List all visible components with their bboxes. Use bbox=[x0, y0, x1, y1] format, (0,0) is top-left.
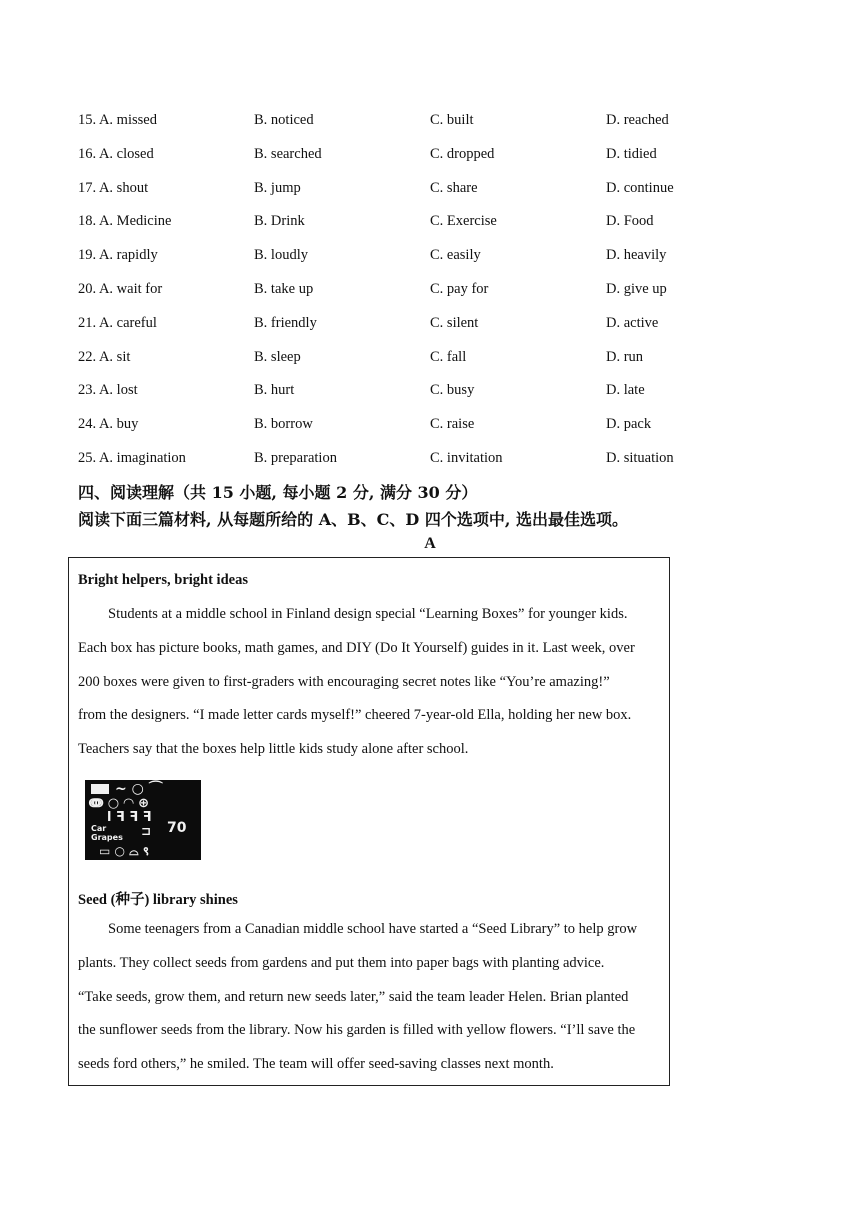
option-b: B. Drink bbox=[254, 213, 305, 230]
option-row bbox=[78, 416, 718, 450]
option-c: C. fall bbox=[430, 348, 467, 365]
option-row bbox=[78, 281, 718, 315]
option-d: D. run bbox=[606, 348, 644, 365]
option-d: D. situation bbox=[606, 449, 674, 466]
option-d: D. give up bbox=[606, 280, 667, 297]
option-d: D. heavily bbox=[606, 247, 667, 264]
option-a: 18. A. Medicine bbox=[78, 213, 172, 230]
card-text-2: Grapes bbox=[91, 833, 123, 842]
option-c: C. silent bbox=[430, 314, 479, 331]
option-a: 22. A. sit bbox=[78, 348, 131, 365]
option-c: C. invitation bbox=[430, 449, 503, 466]
option-b: B. take up bbox=[254, 280, 314, 297]
option-b: B. searched bbox=[254, 145, 322, 162]
article-2-body bbox=[78, 913, 662, 1082]
article2-line: plants. They collect seeds from gardens and put them into paper bags with planting advice. bbox=[78, 954, 605, 971]
article1-line: Teachers say that the boxes help little kids study alone after school. bbox=[78, 741, 469, 758]
section-instruction: 阅读下面三篇材料, 从每题所给的 A、B、C、D 四个选项中, 选出最佳选项。 bbox=[78, 510, 628, 529]
option-row bbox=[78, 450, 718, 484]
option-b: B. hurt bbox=[254, 382, 295, 399]
article-1-title: Bright helpers, bright ideas bbox=[78, 572, 248, 588]
article2-line: “Take seeds, grow them, and return new seeds later,” said the team leader Helen. Brian planted bbox=[78, 988, 629, 1005]
passage-box bbox=[68, 557, 670, 1086]
option-c: C. Exercise bbox=[430, 213, 497, 230]
option-b: B. loudly bbox=[254, 247, 308, 264]
option-a: 21. A. careful bbox=[78, 314, 157, 331]
option-b: B. jump bbox=[254, 179, 301, 196]
article1-line: from the designers. “I made letter cards myself!” cheered 7-year-old Ella, holding her new box. bbox=[78, 707, 632, 724]
option-b: B. noticed bbox=[254, 112, 314, 128]
article1-line: Each box has picture books, math games, and DIY (Do It Yourself) guides in it. Last week, over bbox=[78, 639, 635, 656]
option-c: C. easily bbox=[430, 247, 481, 264]
learning-box-photo: ~ ○ ⌒ ↈ ○ ◠ ⊕ ا ꟻ ꟻ ꟻ Car Grapes ⊐ 70 ▭ ○ ⌓ ९ bbox=[85, 780, 201, 860]
article2-line: Some teenagers from a Canadian middle school have started a “Seed Library” to help grow bbox=[108, 921, 638, 937]
option-c: C. dropped bbox=[430, 145, 495, 162]
option-a: 15. A. missed bbox=[78, 112, 157, 128]
option-c: C. built bbox=[430, 112, 474, 128]
option-row bbox=[78, 247, 718, 281]
option-a: 20. A. wait for bbox=[78, 280, 163, 297]
option-d: D. reached bbox=[606, 112, 669, 128]
option-row bbox=[78, 146, 718, 180]
option-row bbox=[78, 382, 718, 416]
option-row bbox=[78, 315, 718, 349]
option-a: 24. A. buy bbox=[78, 416, 139, 433]
option-d: D. Food bbox=[606, 213, 654, 230]
article2-line: seeds ford others,” he smiled. The team will offer seed-saving classes next month. bbox=[78, 1056, 554, 1073]
option-d: D. late bbox=[606, 382, 645, 399]
option-row bbox=[78, 112, 718, 146]
article1-line: 200 boxes were given to first-graders with encouraging secret notes like “You’re amazing!” bbox=[78, 673, 610, 690]
section-title: 四、阅读理解（共 15 小题, 每小题 2 分, 满分 30 分） bbox=[78, 483, 478, 502]
option-a: 17. A. shout bbox=[78, 179, 149, 196]
option-a: 19. A. rapidly bbox=[78, 247, 158, 264]
option-c: C. share bbox=[430, 179, 478, 196]
option-b: B. borrow bbox=[254, 416, 313, 433]
option-b: B. friendly bbox=[254, 314, 317, 331]
option-row bbox=[78, 180, 718, 214]
option-b: B. preparation bbox=[254, 449, 337, 466]
option-row bbox=[78, 349, 718, 383]
card-text-1: Car bbox=[91, 824, 107, 833]
article-2-title: Seed (种子) library shines bbox=[78, 892, 238, 908]
option-a: 23. A. lost bbox=[78, 382, 138, 399]
option-d: D. pack bbox=[606, 416, 652, 433]
option-d: D. active bbox=[606, 314, 659, 331]
option-c: C. raise bbox=[430, 416, 475, 433]
card-number: 70 bbox=[167, 820, 187, 836]
option-row bbox=[78, 213, 718, 247]
option-d: D. continue bbox=[606, 179, 674, 196]
option-c: C. busy bbox=[430, 382, 475, 399]
option-a: 25. A. imagination bbox=[78, 449, 186, 466]
option-b: B. sleep bbox=[254, 348, 301, 365]
article-1-body bbox=[78, 598, 662, 767]
answer-options bbox=[78, 112, 718, 484]
passage-label: A bbox=[424, 535, 436, 552]
option-c: C. pay for bbox=[430, 280, 489, 297]
option-d: D. tidied bbox=[606, 145, 657, 162]
option-a: 16. A. closed bbox=[78, 145, 154, 162]
article2-line: the sunflower seeds from the library. Now his garden is filled with yellow flowers. “I’ll save the bbox=[78, 1022, 636, 1039]
article1-line: Students at a middle school in Finland design special “Learning Boxes” for younger kids. bbox=[108, 606, 628, 622]
